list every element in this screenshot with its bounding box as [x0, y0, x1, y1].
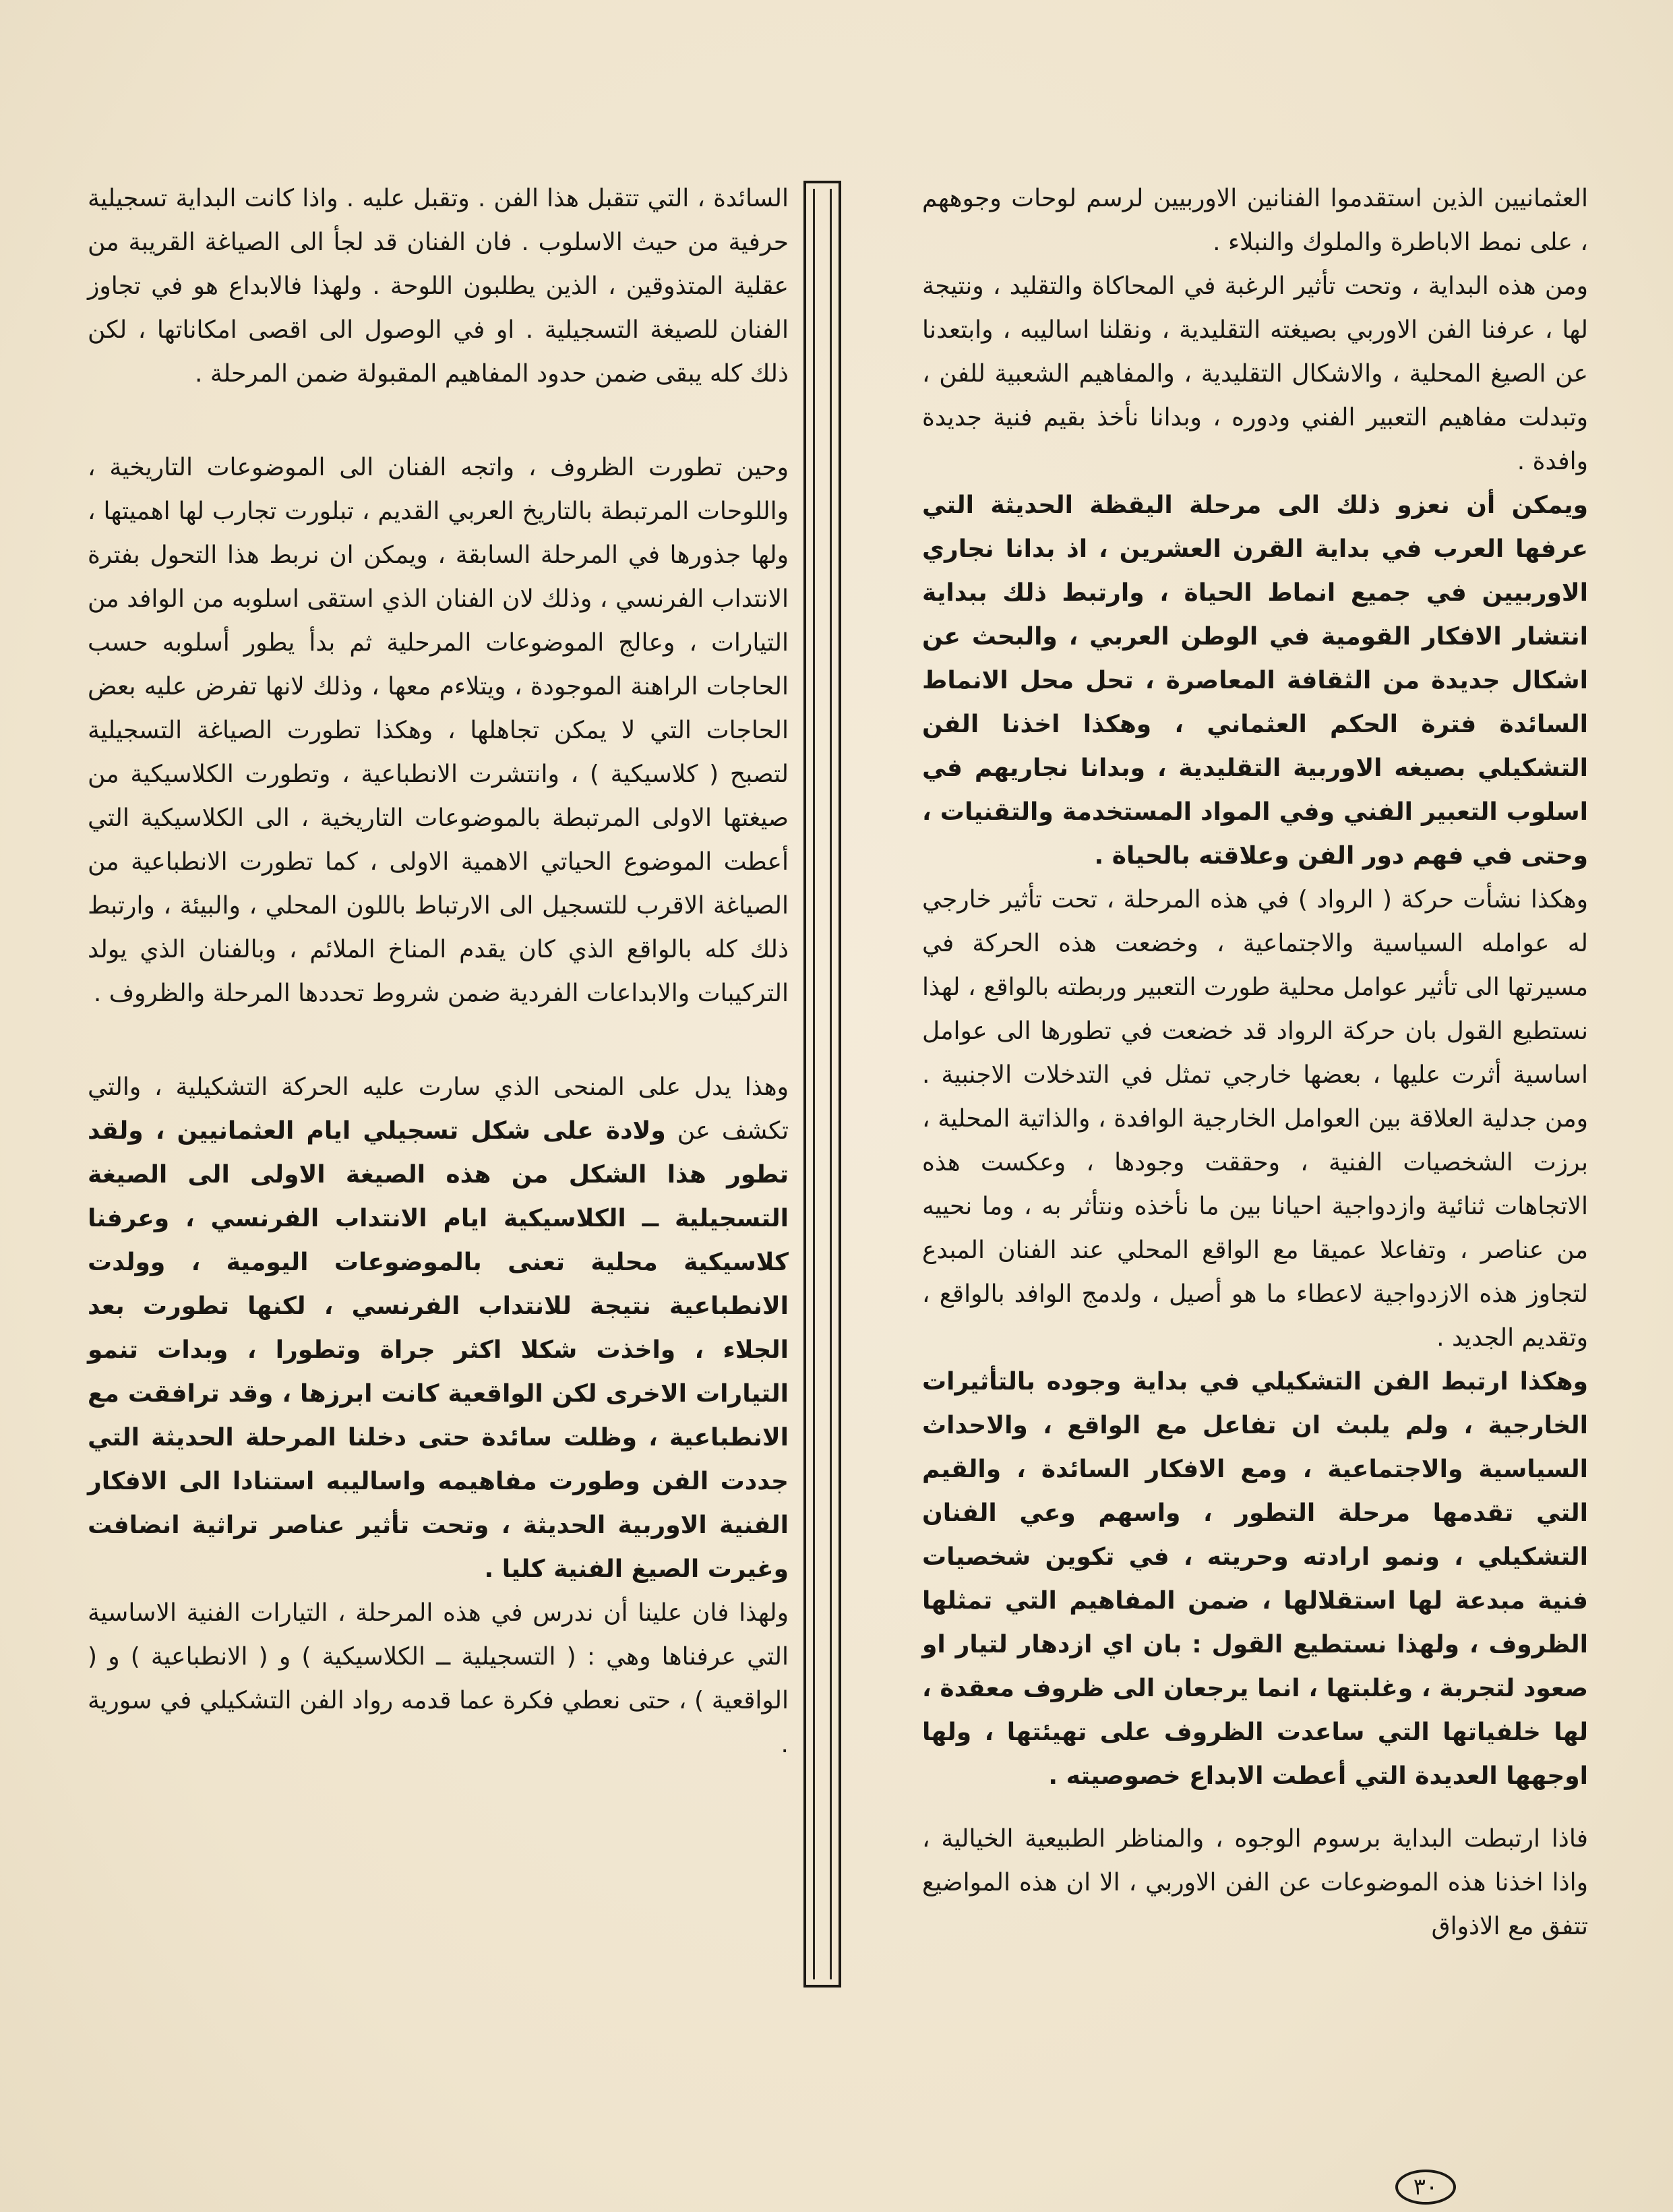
column-divider [803, 181, 841, 1987]
paragraph-bold-continuation: ولادة على شكل تسجيلي ايام العثمانيين ، ولقد تطور هذا الشكل من هذه الصيغة الاولى الى الصيغة التسجيلية ــ الكلاسيكية ايام الانتداب الفرنسي ، وعرفنا كلاسيكية محلية تعنى بالموضوعات اليومية ، وولدت الانطباعية نتيجة للانتداب الفرنسي ، لكنها تطورت بعد الجلاء ، واخذت شكلا اكثر جراة وتطورا ، وبدات تنمو التيارات الاخرى لكن الواقعية كانت ابرزها ، وقد ترافقت مع الانطباعية ، وظلت سائدة حتى دخلنا المرحلة الحديثة التي جددت الفن وطورت مفاهيمه واساليبه استنادا الى الافكار الفنية الاوربية الحديثة ، وتحت تأثير عناصر تراثية انضافت وغيرت الصيغ الفنية كليا . [88, 1117, 789, 1583]
paragraph-mixed [88, 1065, 789, 1591]
paragraph: السائدة ، التي تتقبل هذا الفن . وتقبل عليه . واذا كانت البداية تسجيلية حرفية من حيث الاسلوب . فان الفنان قد لجأ الى الصياغة القريبة من عقلية المتذوقين ، الذين يطلبون اللوحة . ولهذا فالابداع هو في تجاوز الفنان للصيغة التسجيلية . او في الوصول الى اقصى امكاناتها ، لكن ذلك كله يبقى ضمن حدود المفاهيم المقبولة ضمن المرحلة . [88, 185, 789, 388]
paragraph-lead: وهذا يدل على المنحى الذي سارت عليه الحركة التشكيلية ، والتي تكشف عن [88, 1073, 789, 1145]
paragraph: ومن هذه البداية ، وتحت تأثير الرغبة في المحاكاة والتقليد ، ونتيجة لها ، عرفنا الفن الاوربي بصيغته التقليدية ، ونقلنا اساليبه ، وابتعدنا عن الصيغ المحلية ، والاشكال التقليدية ، والمفاهيم الشعبية للفن ، وتبدلت مفاهيم التعبير الفني ودوره ، وبدانا نأخذ بقيم فنية جديدة وافدة . [922, 272, 1588, 475]
paragraph: وحين تطورت الظروف ، واتجه الفنان الى الموضوعات التاريخية ، واللوحات المرتبطة بالتاريخ العربي القديم ، تبلورت تجارب لها اهميتها ، ولها جذورها في المرحلة السابقة ، ويمكن ان نربط هذا التحول بفترة الانتداب الفرنسي ، وذلك لان الفنان الذي استقى اسلوبه من الوافد من التيارات ، وعالج الموضوعات المرحلية ثم بدأ يطور أسلوبه حسب الحاجات الراهنة الموجودة ، ويتلاءم معها ، وذلك لانها تفرض عليه بعض الحاجات التي لا يمكن تجاهلها ، وهكذا تطورت الصياغة التسجيلية لتصبح ( كلاسيكية ) ، وانتشرت الانطباعية ، وتطورت الكلاسيكية من صيغتها الاولى المرتبطة بالموضوعات التاريخية ، الى الكلاسيكية التي أعطت الموضوع الحياتي الاهمية الاولى ، كما تطورت الانطباعية من الصياغة الاقرب للتسجيل الى الارتباط باللون المحلي ، والبيئة ، وارتبط ذلك كله بالواقع الذي كان يقدم المناخ الملائم ، وبالفنان الذي يولد التركيبات والابداعات الفردية ضمن شروط تحددها المرحلة والظروف . [88, 454, 789, 1007]
page-number: ٣٠ [1395, 2170, 1456, 2205]
paragraph-bold: ويمكن أن نعزو ذلك الى مرحلة اليقظة الحديثة التي عرفها العرب في بداية القرن العشرين ، اذ بدانا نجاري الاوربيين في جميع انماط الحياة ، وارتبط ذلك ببداية انتشار الافكار القومية في الوطن العربي ، والبحث عن اشكال جديدة من الثقافة المعاصرة ، تحل محل الانماط السائدة فترة الحكم العثماني ، وهكذا اخذنا الفن التشكيلي بصيغه الاوربية التقليدية ، وبدانا نجاريهم في اسلوب التعبير الفني وفي المواد المستخدمة والتقنيات ، وحتى في فهم دور الفن وعلاقته بالحياة . [922, 491, 1588, 870]
paragraph-bold: وهكذا ارتبط الفن التشكيلي في بداية وجوده بالتأثيرات الخارجية ، ولم يلبث ان تفاعل مع الواقع ، والاحداث السياسية والاجتماعية ، ومع الافكار السائدة ، والقيم التي تقدمها مرحلة التطور ، واسهم وعي الفنان التشكيلي ، ونمو ارادته وحريته ، في تكوين شخصيات فنية مبدعة لها استقلالها ، ضمن المفاهيم التي تمثلها الظروف ، ولهذا نستطيع القول : بان اي ازدهار لتيار او صعود لتجربة ، وغلبتها ، انما يرجعان الى ظروف معقدة ، لها خلفياتها التي ساعدت الظروف على تهيئتها ، ولها اوجهها العديدة التي أعطت الابداع خصوصيته . [922, 1368, 1588, 1790]
right-text-column [922, 177, 1588, 1948]
paragraph: العثمانيين الذين استقدموا الفنانين الاوربيين لرسم لوحات وجوههم ، على نمط الاباطرة والملوك والنبلاء . [922, 185, 1588, 256]
paragraph: فاذا ارتبطت البداية برسوم الوجوه ، والمناظر الطبيعية الخيالية ، واذا اخذنا هذه الموضوعات عن الفن الاوربي ، الا ان هذه المواضيع تتفق مع الاذواق [922, 1825, 1588, 1940]
left-text-column [88, 177, 789, 1766]
paragraph: وهكذا نشأت حركة ( الرواد ) في هذه المرحلة ، تحت تأثير خارجي له عوامله السياسية والاجتماعية ، وخضعت هذه الحركة في مسيرتها الى تأثير عوامل محلية طورت التعبير وربطته بالواقع ، لهذا نستطيع القول بان حركة الرواد قد خضعت في تطورها الى عوامل اساسية أثرت عليها ، بعضها خارجي تمثل في التدخلات الاجنبية . ومن جدلية العلاقة بين العوامل الخارجية الوافدة ، والذاتية المحلية ، برزت الشخصيات الفنية ، وحققت وجودها ، وعكست هذه الاتجاهات ثنائية وازدواجية احيانا بين ما نأخذه ونتأثر به ، وما نحييه من عناصر ، وتفاعلا عميقا مع الواقع المحلي عند الفنان المبدع لتجاوز هذه الازدواجية لاعطاء ما هو أصيل ، ولدمج الوافد بالواقع ، وتقديم الجديد . [922, 886, 1588, 1352]
paragraph: ولهذا فان علينا أن ندرس في هذه المرحلة ، التيارات الفنية الاساسية التي عرفناها وهي : ( التسجيلية ــ الكلاسيكية ) و ( الانطباعية ) و ( الواقعية ) ، حتى نعطي فكرة عما قدمه رواد الفن التشكيلي في سورية . [88, 1599, 789, 1758]
